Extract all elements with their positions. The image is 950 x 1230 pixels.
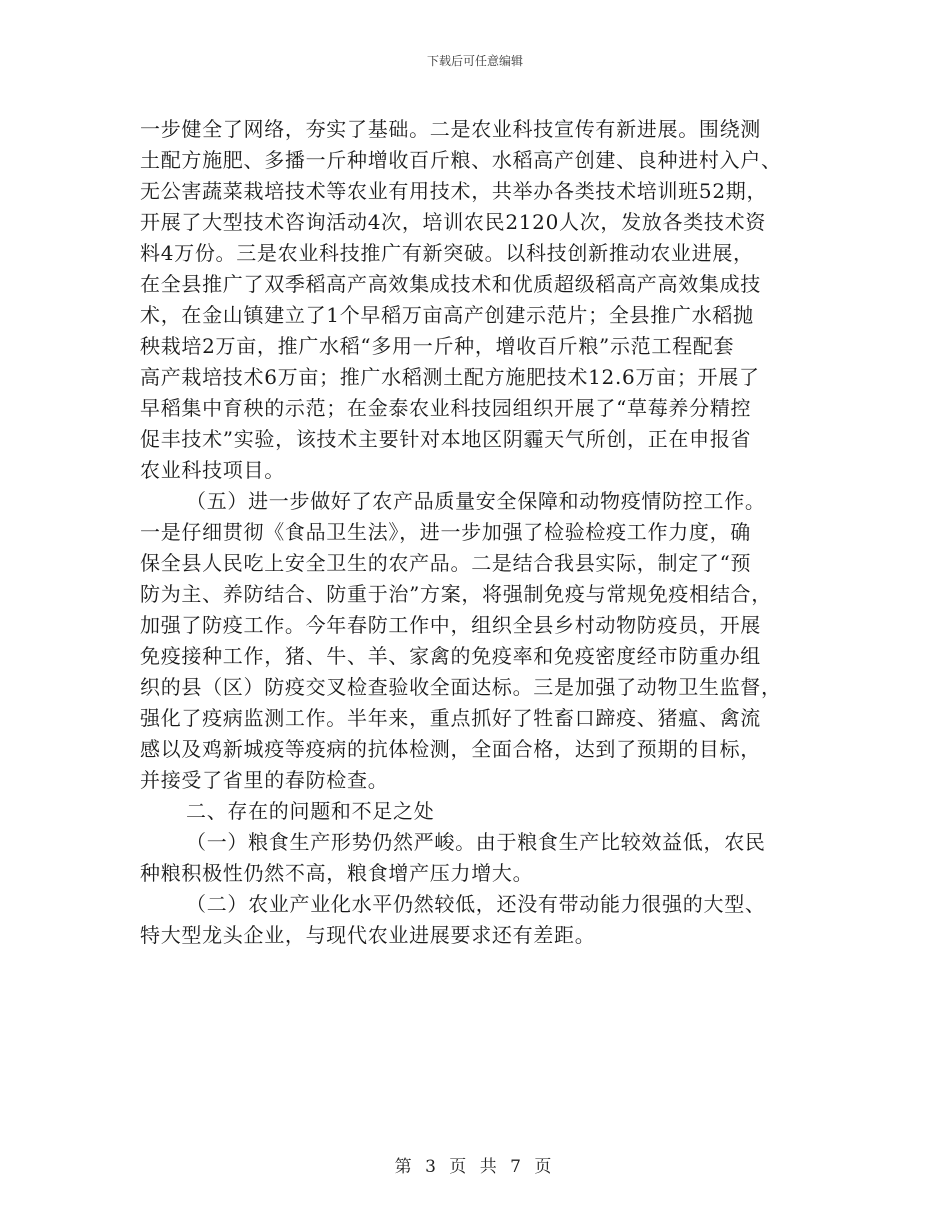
text-line: 加强了防疫工作。今年春防工作中，组织全县乡村动物防疫员，开展 <box>140 613 761 637</box>
text-line: （五）进一步做好了农产品质量安全保障和动物疫情防控工作。 <box>186 489 766 513</box>
text-line: 农业科技项目。 <box>140 458 285 482</box>
text-line: 织的县（区）防疫交叉检查验收全面达标。三是加强了动物卫生监督， <box>140 675 782 699</box>
paragraph-grain-production <box>140 827 810 889</box>
text-line: 防为主、养防结合、防重于治”方案，将强制免疫与常规免疫相结合， <box>140 582 772 606</box>
text-line: 秧栽培2万亩，推广水稻“多用一斤种，增收百斤粮”示范工程配套 <box>140 334 735 358</box>
text-line: 无公害蔬菜栽培技术等农业有用技术，共举办各类技术培训班52期， <box>140 179 768 203</box>
text-line: 高产栽培技术6万亩；推广水稻测土配方施肥技术12.6万亩；开展了 <box>140 365 760 389</box>
text-line: 免疫接种工作，猪、牛、羊、家禽的免疫率和免疫密度经市防重办组 <box>140 644 761 668</box>
text-line: （一）粮食生产形势仍然严峻。由于粮食生产比较效益低，农民 <box>186 830 766 854</box>
text-line: 术，在金山镇建立了1个早稻万亩高产创建示范片；全县推广水稻抛 <box>140 303 754 327</box>
text-line: 一步健全了网络，夯实了基础。二是农业科技宣传有新进展。围绕测 <box>140 117 761 141</box>
section-heading: 二、存在的问题和不足之处 <box>186 799 435 823</box>
text-line: 一是仔细贯彻《食品卫生法》，进一步加强了检验检疫工作力度，确 <box>140 520 751 544</box>
text-line: 强化了疫病监测工作。半年来，重点抓好了牲畜口蹄疫、猪瘟、禽流 <box>140 706 761 730</box>
paragraph-agri-tech <box>140 114 810 486</box>
paragraph-industrialization <box>140 889 810 951</box>
text-line: 料4万份。三是农业科技推广有新突破。以科技创新推动农业进展， <box>140 241 754 265</box>
text-line: （二）农业产业化水平仍然较低，还没有带动能力很强的大型、 <box>186 892 766 916</box>
text-line: 保全县人民吃上安全卫生的农产品。二是结合我县实际，制定了“预 <box>140 551 752 575</box>
text-line: 在全县推广了双季稻高产高效集成技术和优质超级稻高产高效集成技 <box>140 272 761 296</box>
text-line: 并接受了省里的春防检查。 <box>140 768 389 792</box>
text-line: 促丰技术”实验，该技术主要针对本地区阴霾天气所创，正在申报省 <box>140 427 752 451</box>
page-number: 第 3 页 共 7 页 <box>394 1157 556 1177</box>
document-body <box>140 114 810 951</box>
text-line: 感以及鸡新城疫等疫病的抗体检测，全面合格，达到了预期的目标， <box>140 737 761 761</box>
text-line: 早稻集中育秧的示范；在金泰农业科技园组织开展了“草莓养分精控 <box>140 396 752 420</box>
text-line: 特大型龙头企业，与现代农业进展要求还有差距。 <box>140 923 596 947</box>
paragraph-food-safety <box>140 486 810 796</box>
text-line: 土配方施肥、多播一斤种增收百斤粮、水稻高产创建、良种进村入户、 <box>140 148 782 172</box>
text-line: 开展了大型技术咨询活动4次，培训农民2120人次，发放各类技术资 <box>140 210 767 234</box>
page-header: 下载后可任意编辑 <box>426 54 523 68</box>
text-line: 种粮积极性仍然不高，粮食增产压力增大。 <box>140 861 534 885</box>
